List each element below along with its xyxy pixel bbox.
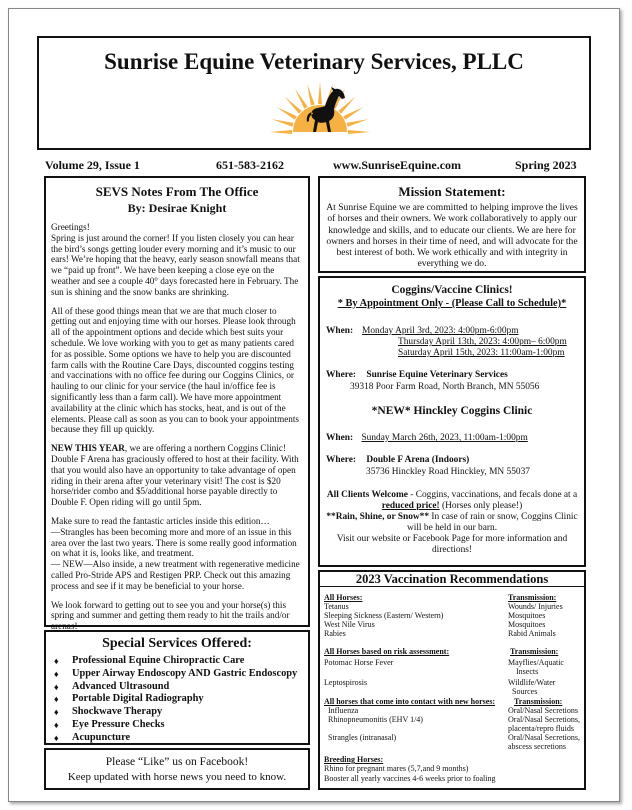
hinckley-clinic-title: *NEW* Hinckley Coggins Clinic [371, 405, 533, 417]
mission-box [318, 176, 586, 273]
facebook-like-line: Please “Like” us on Facebook! [105, 756, 249, 768]
clinic-date: Saturday April 15th, 2023: 11:00am-1:00pm [398, 348, 565, 358]
vaccine-name: Influenza [328, 706, 359, 715]
clinic2-place-name: Double F Arena (Indoors) [366, 455, 470, 465]
vaccine-transmission: Wildlife/Water [508, 678, 556, 687]
vaccine-title: 2023 Vaccination Recommendations [355, 572, 549, 586]
vaccine-name: Rabies [324, 629, 346, 638]
rain-text: In case of rain or snow, Coggins Clinic will be held in our barn. [406, 512, 578, 533]
notes-paragraph: All of these good things mean that we are that much closer to getting out and enjoying time with our horses. Please look through all of the appointment options and decide which best suits your schedule. We love working with you to get as many patients cared for as possible. Some options we have to help you are discounted farm calls with the Routine Care Days, discounted coggins testing and vaccinations with no office fee during our Coggins Clinics, or hauling to our clinic for your service (the haul in/office fee is significantly less than a farm call). We have more appointment availability at the clinic which has stocks, heat, and is out of the elements. Please call as soon as you can to book your appointments because they fill up quickly. [51, 305, 300, 435]
vaccine-transmission: placenta/repro fluids [508, 724, 574, 733]
vaccine-transmission: Oral/Nasal Secretions, [508, 715, 580, 724]
clinic2-date: Sunday March 26th, 2023, 11:00am-1:00pm [361, 433, 528, 443]
service-item: ♦ Advanced Ultrasound [54, 681, 308, 694]
issue-season: Spring 2023 [515, 158, 577, 172]
clinic2-address: 35736 Hinckley Road Hinckley, MN 55037 [366, 467, 530, 477]
sun-ray [318, 82, 322, 104]
group-label: All Horses based on risk assessment: [324, 647, 450, 656]
special-services-list [46, 655, 308, 745]
clinics-subtitle: * By Appointment Only - (Please Call to Schedule)* [337, 298, 567, 309]
vaccine-transmission: Mosquitoes [508, 611, 546, 620]
service-item: ♦ Acupuncture [54, 732, 308, 745]
vaccine-transmission: Mosquitoes [508, 620, 546, 629]
transmission-header: Transmission: [514, 697, 563, 706]
breeding-note: Rhino for pregnant mares (5,7,and 9 months) [324, 764, 469, 773]
issue-website: www.SunriseEquine.com [333, 158, 462, 172]
clinics-title: Coggins/Vaccine Clinics! [391, 284, 513, 296]
vaccine-name: Rhinopneumonitis (EHV 1/4) [328, 715, 423, 724]
office-notes-byline: By: Desirae Knight [127, 201, 227, 215]
vaccine-transmission: Oral/Nasal Secretions [508, 706, 578, 715]
rain-lead: **Rain, Shine, or Snow** [326, 512, 430, 522]
vaccine-name: Leptospirosis [324, 678, 368, 687]
group-label: All Horses: [324, 593, 363, 602]
notes-paragraph: Make sure to read the fantastic articles inside this edition… —Strangles has been becoming more and more of an issue in this area over the last two years. There is some really good information on what it is, looks like, and treatment. — NEW—Also inside, a new treatment with regenerative medicine called Pro-Stride APS and Restigen PRP. Check out this amazing process and see if it may be beneficial to your horse. [51, 515, 300, 591]
notes-new-lead: NEW THIS YEAR [51, 443, 125, 454]
vaccine-name: Strangles (intranasal) [328, 733, 397, 742]
visit-line: Visit our website or Facebook Page for more information and directions! [336, 534, 568, 555]
service-item: ♦ Shockwave Therapy [54, 706, 308, 719]
clinic1-dates [362, 326, 567, 359]
transmission-header: Transmission: [508, 593, 557, 602]
clinic1-place-name: Sunrise Equine Veterinary Services [366, 370, 508, 380]
sun-ray [338, 97, 355, 114]
sun-ray [347, 119, 369, 127]
clinic-date: Thursday April 13th, 2023: 4:00pm– 6:00pm [398, 337, 567, 347]
vaccine-table [318, 586, 586, 790]
facebook-update-line: Keep updated with horse news you need to know. [67, 771, 287, 783]
where-label: Where: [326, 455, 357, 465]
breeding-note: Booster all yearly vaccines 4-6 weeks prior to foaling [324, 774, 496, 783]
newsletter-title: Sunrise Equine Veterinary Services, PLLC [104, 49, 524, 74]
coggins-clinics-box [318, 276, 586, 567]
issue-volume: Volume 29, Issue 1 [45, 158, 140, 172]
notes-paragraph: We look forward to getting out to see you and your horse(s) this spring and summer and getting them ready to hit the trails and/or arenas! [51, 599, 290, 632]
clinic-date: Monday April 3rd, 2023: 4:00pm-6:00pm [362, 326, 519, 336]
sun-ray [270, 130, 292, 134]
service-item: ♦ Eye Pressure Checks [54, 719, 308, 732]
rain-line [324, 512, 580, 534]
special-services-title: Special Services Offered: [102, 636, 252, 651]
masthead [37, 36, 591, 150]
office-notes-body [46, 216, 308, 632]
notes-new-text: , we are offering a northern Coggins Clinic! Double F Arena has graciously offered to host at their facility. With that you would also have an opportunity to take advantage of open riding in their arena after your veterinary visit! The cost is $20 horse/rider combo and $5/additional horse payable directly to Double F. Open riding will go until 5pm. [51, 443, 299, 508]
clinic-notes [324, 490, 580, 556]
vaccine-transmission: abscess secretions [508, 742, 566, 751]
clinic1-address: 39318 Poor Farm Road, North Branch, MN 55056 [350, 382, 540, 392]
vaccine-transmission: Sources [512, 687, 538, 696]
when-label: When: [326, 433, 354, 443]
sun-ray [272, 119, 294, 127]
vaccine-name: Sleeping Sickness (Eastern/ Western) [324, 611, 444, 620]
group-label: All horses that come into contact with new horses: [324, 697, 496, 706]
mission-title: Mission Statement: [398, 184, 506, 199]
vaccine-name: Tetanus [324, 602, 349, 611]
facebook-box [44, 748, 310, 790]
issue-phone: 651-583-2162 [216, 158, 284, 172]
vaccine-transmission: Mayflies/Aquatic [508, 658, 564, 667]
when-label: When: [326, 326, 354, 336]
vaccine-transmission: Insects [516, 667, 539, 676]
vaccine-transmission: Wounds/ Injuries [508, 602, 563, 611]
office-notes-box [44, 176, 310, 632]
sunrise-horse-logo [265, 80, 375, 138]
clinic1-when [326, 326, 567, 358]
service-item: ♦ Portable Digital Radiography [54, 693, 308, 706]
notes-paragraph: Greetings! Spring is just around the corner! If you listen closely you can hear the bird’s songs getting louder every morning and it’s music to our ears! We’re hoping that the heavy, early season snowfall means that we “paid up front”. We have been keeping a close eye on the weather and see a couple 40° days forecasted here in February. The sun is shining and the snow banks are shrinking. [51, 222, 300, 297]
sun-ray [307, 84, 315, 106]
welcome-price: reduced price! [381, 501, 440, 511]
clinic1-where [326, 370, 582, 392]
welcome-tail: (Horses only please!) [439, 501, 523, 511]
vaccine-name: Potomac Horse Fever [324, 658, 394, 667]
vaccine-name: West Nile Virus [324, 620, 375, 629]
group-label: Breeding Horses: [324, 755, 384, 764]
sun-ray [277, 107, 297, 120]
welcome-text: - Coggins, vaccinations, and fecals done at a [407, 490, 578, 500]
sun-ray [285, 97, 302, 114]
clinic2-where [326, 455, 582, 477]
office-notes-title: SEVS Notes From The Office [95, 184, 259, 199]
service-item: ♦ Professional Equine Chiropractic Care [54, 655, 308, 668]
sun-ray [343, 107, 363, 120]
sun-ray [348, 130, 370, 134]
special-services-box [44, 630, 310, 745]
where-label: Where: [326, 370, 357, 380]
service-item: ♦ Upper Airway Endoscopy AND Gastric Endoscopy [54, 668, 308, 681]
transmission-header: Transmission: [510, 647, 559, 656]
mission-text: At Sunrise Equine we are committed to helping improve the lives of horses and their owners. We work collaboratively to apply our knowledge and skills, and to educate our clients. We are here for owners and horses in their time of need, and will advocate for the best interest of both. We work ethically and with integrity in everything we do. [326, 202, 578, 270]
sun-ray [295, 89, 308, 109]
vaccine-title-bar [318, 570, 586, 586]
vaccine-transmission: Rabid Animals [508, 629, 556, 638]
welcome-lead: All Clients Welcome [326, 490, 408, 500]
welcome-line [324, 490, 580, 512]
notes-paragraph [51, 443, 304, 508]
clinic2-when [326, 433, 528, 443]
vaccine-transmission: Oral/Nasal Secretions, [508, 733, 580, 742]
